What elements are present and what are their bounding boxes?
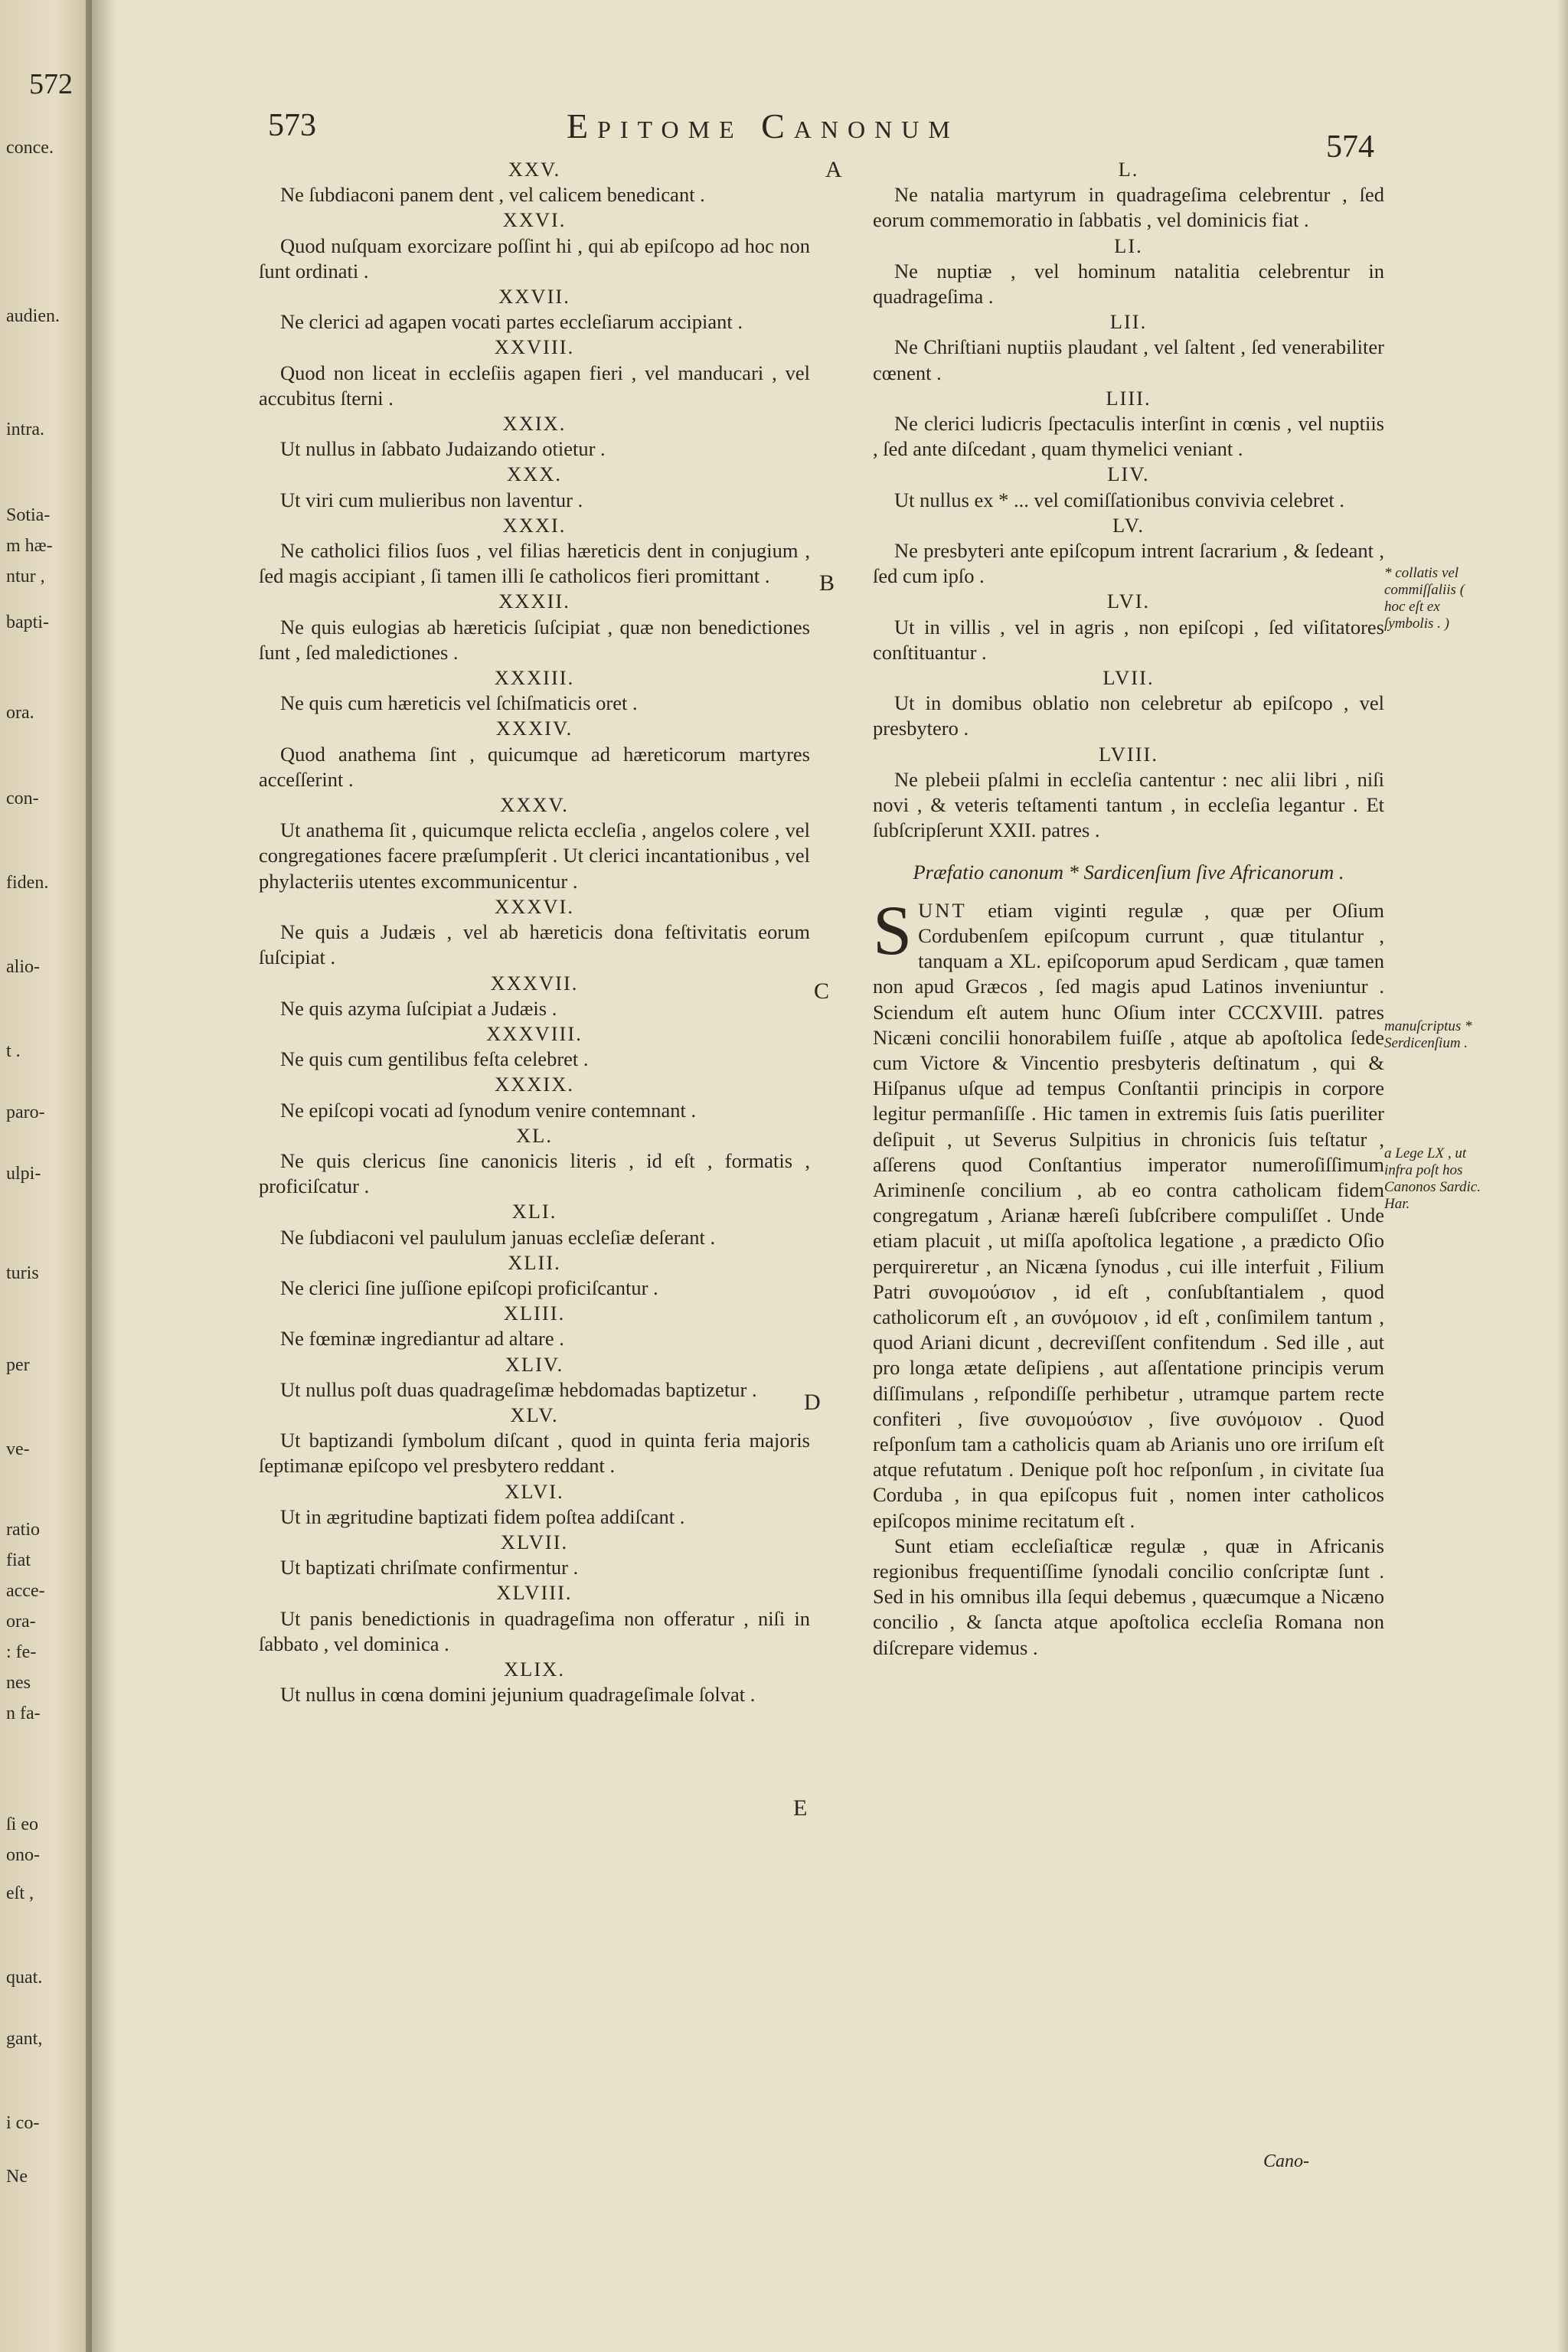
margin-letter-d: D <box>804 1390 821 1415</box>
drop-cap: S <box>873 890 913 969</box>
left-page-fragment: Ne <box>6 2167 28 2187</box>
catchword: Cano- <box>1263 2151 1309 2171</box>
margin-letter-e: E <box>793 1795 808 1821</box>
canon-number: XXX. <box>506 462 563 486</box>
canon-entry <box>259 792 810 894</box>
canon-text: Ne clerici ſine juſſione epiſcopi proficiſcantur . <box>280 1276 658 1299</box>
left-page-fragment: ono- <box>6 1845 40 1865</box>
canon-number: XXXIV. <box>495 717 573 740</box>
canon-number: XXVIII. <box>494 335 575 359</box>
canon-text: Ne Chriſtiani nuptiis plaudant , vel ſaltent , ſed venerabiliter cœnent . <box>873 335 1384 384</box>
canon-number: LII. <box>1109 310 1148 334</box>
left-page-number: 572 <box>29 68 73 100</box>
canon-entry <box>259 1123 810 1200</box>
left-page-fragment: acce- <box>6 1581 45 1601</box>
canon-number: XXXVIII. <box>486 1021 583 1045</box>
canon-number: XL. <box>516 1123 553 1147</box>
margin-note-collatis: * collatis vel commiſſaliis ( hoc eſt ex ſymbolis . ) <box>1384 565 1465 632</box>
canon-entry <box>259 1352 810 1403</box>
canon-text: Ut in villis , vel in agris , non epiſcopi , ſed viſitatores conſtituantur . <box>873 615 1384 664</box>
canon-number: XLIV. <box>505 1352 564 1376</box>
canon-number: XXXIII. <box>494 666 575 690</box>
left-page-fragment: ulpi- <box>6 1164 41 1184</box>
canon-number: XLVI. <box>505 1479 564 1503</box>
margin-letter-c: C <box>814 978 830 1004</box>
canon-entry <box>259 411 810 462</box>
canon-number: LIII. <box>1106 386 1152 410</box>
canon-entry <box>259 335 810 411</box>
canon-number: XXXVII. <box>490 971 579 995</box>
canon-number: XXIX. <box>502 412 567 436</box>
canon-text: Ut anathema ſit , quicumque relicta eccleſia , angelos colere , vel congregationes facere præſumpſerit . Ut clerici incantationibus , vel phylacteriis utentes excommunicentur . <box>259 818 810 893</box>
canon-number: LI. <box>1114 234 1143 257</box>
canon-number: L. <box>1118 158 1139 181</box>
closing-line <box>873 767 1384 844</box>
canon-number: XLI. <box>511 1200 557 1223</box>
canon-text: Ne catholici filios ſuos , vel filias hæreticis dent in conjugium , ſed magis accipiant , ſi tamen illi ſe catholicos fieri promittant . <box>259 539 810 588</box>
canon-number: XLIX. <box>504 1657 565 1681</box>
section-heading: Præfatio canonum * Sardicenſium ſive Africanorum . <box>913 861 1344 884</box>
canon-entry <box>259 1021 810 1072</box>
canon-text: Ut in domibus oblatio non celebretur ab epiſcopo , vel presbytero . <box>873 691 1384 740</box>
left-page-fragment: eſt , <box>6 1883 34 1903</box>
left-page-fragment: n fa- <box>6 1704 41 1723</box>
left-page-fragment: intra. <box>6 420 44 439</box>
canon-entry <box>259 1072 810 1122</box>
canon-number: XLIII. <box>503 1302 566 1325</box>
canon-entry <box>259 716 810 792</box>
canon-entry <box>259 971 810 1021</box>
canon-text: Ut in ægritudine baptizati fidem poſtea addiſcant . <box>280 1504 685 1528</box>
left-column <box>259 157 810 1707</box>
canon-text: Ut baptizati chriſmate confirmentur . <box>280 1556 579 1579</box>
canon-number: XXXIX. <box>495 1073 574 1096</box>
canon-text: Ut nullus in ſabbato Judaizando otietur . <box>280 437 606 461</box>
left-page-fragment: ntur , <box>6 567 45 586</box>
left-page-fragment: fiden. <box>6 873 49 893</box>
canon-text: Quod nuſquam exorcizare poſſint hi , qui ab epiſcopo ad hoc non ſunt ordinati . <box>259 234 810 283</box>
left-page-fragment: : fe- <box>6 1642 37 1662</box>
canon-text: Ut nullus poſt duas quadrageſimæ hebdomadas baptizetur . <box>280 1377 757 1401</box>
canon-entry <box>259 1580 810 1657</box>
left-page-fragment: ora. <box>6 703 34 723</box>
canon-number: XXVI. <box>502 208 567 232</box>
canon-entry <box>259 284 810 335</box>
canon-text: Ne quis cum hæreticis vel ſchiſmaticis oret . <box>280 691 638 715</box>
canon-text: Ne nuptiæ , vel hominum natalitia celebrentur in quadrageſima . <box>873 259 1384 309</box>
canon-entry <box>259 1250 810 1301</box>
book-gutter-shadow <box>86 0 116 2352</box>
canon-entry <box>259 1657 810 1707</box>
page-edge-shadow <box>1557 0 1568 2352</box>
paragraph-1-text: etiam viginti regulæ , quæ per Oſium Cordubenſem epiſcopum currunt , quæ titulantur , tanquam a XL. epiſcoporum apud Serdicam , quæ tamen non apud Græcos , ſed magis apud Latinos inveniuntur . Sciendum eſt autem hunc Oſium inter CCCXVIII. patres Nicæni concilii honorabilem fuiſſe , atque ab apoſtolica ſede cum Victore & Vincentio presbyteris deſtinatum , qui & Hiſpanus uſque ad tempus Conſtantii principis in corpore legitur permanſiſſe . Hic tamen in extremis ſuis ſatis pueriliter deſipuit , ut Severus Sulpitius in chronicis ſuis teſtatur , aſſerens quod Conſtantius imperator numeroſiſſimum Ariminenſe concilium , ab eo contra catholicam fidem congregatum , Arianæ hæreſi ſubſcribere compuliſſet . Unde etiam placuit , ut miſſa apoſtolica legatione , a prædicto Oſio perquireretur , an Nicæna ſynodus , cui ille interfuit , Filium Patri συνομούσιον , id eſt , conſubſtantialem , quod catholicorum eſt , an συνόμοιον , id eſt , conſimilem tantum , quod Ariani dicunt , decreviſſent confitendum . Sed ille , aut pro longa ætate deſipiens , aut aſſentatione principis verum diſſimulans , reſpondiſſe perhibetur , utramque partem recte confiteri , ſive συνομούσιον , ſive συνόμοιον . Quod reſponſum tam a catholicis quam ab Arianis uno ore irriſum eſt atque refutatum . Denique poſt hoc reſponſum , in civitate ſua Corduba , in qua epiſcopus fuit , nomen inter catholicos epiſcopos minime recitatum eſt . <box>873 898 1384 1532</box>
canon-text: Ne clerici ludicris ſpectaculis interſint in cœnis , vel nuptiis , ſed ante diſcedant , quam thymelici veniant . <box>873 412 1384 461</box>
left-page-fragment: gant, <box>6 2029 43 2049</box>
canon-number: XXXI. <box>502 513 567 537</box>
canon-text: Ut panis benedictionis in quadrageſima non offeratur , niſi in ſabbato , vel dominica . <box>259 1606 810 1655</box>
left-page-fragment: ve- <box>6 1439 30 1459</box>
canon-text: Quod anathema ſint , quicumque ad hæreticorum martyres acceſſerint . <box>259 742 810 791</box>
page-number-right: 574 <box>1326 129 1374 165</box>
canon-number: XLII. <box>508 1250 561 1274</box>
canon-entry <box>259 1530 810 1580</box>
canon-entry <box>259 894 810 971</box>
canon-text: Ne quis eulogias ab hæreticis ſuſcipiat , quæ non benedictiones ſunt , ſed maledictiones . <box>259 615 810 664</box>
left-page-fragment: i co- <box>6 2113 40 2133</box>
left-page-fragment: per <box>6 1355 30 1375</box>
left-facing-page-strip <box>0 0 92 2352</box>
margin-note-lege: a Lege LX , ut infra poſt hos Canonos Sardic. Har. <box>1384 1145 1481 1212</box>
canon-text: Ne epiſcopi vocati ad ſynodum venire contemnant . <box>280 1098 697 1122</box>
canon-text: Ne quis cum gentilibus feſta celebret . <box>280 1047 589 1071</box>
left-page-fragment: ratio <box>6 1520 40 1540</box>
canon-text: Ut viri cum mulieribus non laventur . <box>280 488 583 511</box>
canon-text: Ne clerici ad agapen vocati partes eccleſiarum accipiant . <box>280 310 743 334</box>
canon-number: XXVII. <box>498 285 570 309</box>
closing-subscription: Et ſubſcripſerunt XXII. patres . <box>873 793 1385 842</box>
canon-entry <box>259 1301 810 1351</box>
left-page-fragment: Sotia- <box>6 505 51 525</box>
margin-note-manuscript: manuſcriptus * Serdicenſium . <box>1384 1018 1472 1051</box>
canon-number: XLV. <box>510 1403 559 1426</box>
left-page-fragment: turis <box>6 1263 39 1283</box>
left-page-fragment: alio- <box>6 957 40 977</box>
preface-paragraph-2: Sunt etiam eccleſiaſticæ regulæ , quæ in Africanis regionibus frequentiſſime ſynodali concilio conſcriptæ ſunt . Sed in his omnibus illa ſequi debemus , quæcumque a Nicæno concilio , & ſancta atque apoſtolica eccleſia Romana non diſcrepare videmus . <box>873 1534 1384 1659</box>
canon-text: Ut nullus in cœna domini jejunium quadrageſimale ſolvat . <box>280 1683 756 1707</box>
canon-text: Ne natalia martyrum in quadrageſima celebrentur , ſed eorum commemoratio in ſabbatis , vel dominicis fiat . <box>873 183 1384 232</box>
canon-number: LV. <box>1112 513 1145 537</box>
canon-number: LVIII. <box>1099 742 1158 766</box>
canon-number: XXXII. <box>498 590 570 613</box>
canon-entry <box>259 1403 810 1479</box>
canon-text: Ne ſubdiaconi panem dent , vel calicem benedicant . <box>280 183 705 207</box>
running-title: Epitome Canonum <box>567 106 959 145</box>
canon-entry <box>259 513 810 590</box>
margin-letter-b: B <box>819 570 835 596</box>
left-page-fragment: audien. <box>6 306 60 326</box>
canon-text: Quod non liceat in eccleſiis agapen fieri , vel manducari , vel accubitus ſterni . <box>259 361 810 410</box>
canon-text: Ne quis azyma ſuſcipiat a Judæis . <box>280 996 557 1020</box>
canon-text: Ut baptizandi ſymbolum diſcant , quod in quinta feria majoris ſeptimanæ epiſcopo vel presbytero reddant . <box>259 1429 810 1478</box>
left-page-fragment: quat. <box>6 1968 43 1988</box>
canon-number: XXXVI. <box>495 894 574 918</box>
left-page-fragment: t . <box>6 1041 21 1061</box>
canon-entry <box>259 462 810 512</box>
right-column <box>873 157 1384 1661</box>
right-canons <box>873 157 1384 767</box>
canon-number: XXXV. <box>500 793 569 817</box>
preface-paragraph-1 <box>873 890 1384 1534</box>
left-page-fragment: conce. <box>6 138 54 158</box>
lead-word: UNT <box>918 898 967 922</box>
page-number-left: 573 <box>268 108 316 143</box>
canon-number: LVI. <box>1106 590 1151 613</box>
canon-text: Ne presbyteri ante epiſcopum intrent ſacrarium , & ſedeant , ſed cum ipſo . <box>873 539 1384 588</box>
canon-number: LIV. <box>1107 462 1150 486</box>
canon-text: Ne plebeii pſalmi in eccleſia cantentur : nec alii libri , niſi novi , & veteris teſtamenti tantum , in eccleſia legantur . <box>873 767 1384 817</box>
margin-letter-a: A <box>825 157 842 182</box>
canon-entry <box>259 207 810 284</box>
canon-entry <box>259 157 810 207</box>
canon-text: Ne ſubdiaconi vel paululum januas eccleſiæ deſerant . <box>280 1225 716 1249</box>
canon-text: Ne quis clericus ſine canonicis literis , id eſt , formatis , proficiſcatur . <box>259 1148 810 1198</box>
canon-entry <box>259 665 810 716</box>
canon-text: Ne fœminæ ingrediantur ad altare . <box>280 1327 564 1351</box>
left-page-fragment: con- <box>6 789 39 808</box>
left-page-fragment: nes <box>6 1673 31 1693</box>
left-page-fragment: ſi eo <box>6 1815 38 1834</box>
canon-number: XLVIII. <box>496 1581 573 1605</box>
canon-number: XXV. <box>508 158 561 181</box>
canon-text: Ut nullus ex * ... vel comiſſationibus convivia celebret . <box>894 488 1345 511</box>
left-page-fragment: ora- <box>6 1612 36 1632</box>
canon-entry <box>259 589 810 665</box>
canon-number: XLVII. <box>500 1530 569 1553</box>
canon-text: Ne quis a Judæis , vel ab hæreticis dona feſtivitatis eorum ſuſcipiat . <box>259 920 810 969</box>
left-page-fragment: paro- <box>6 1102 45 1122</box>
left-page-fragment: fiat <box>6 1550 31 1570</box>
left-page-fragment: m hæ- <box>6 536 53 556</box>
left-page-fragment: bapti- <box>6 612 49 632</box>
canon-entry <box>259 1479 810 1530</box>
canon-entry <box>259 1199 810 1250</box>
canon-number: LVII. <box>1102 666 1155 690</box>
